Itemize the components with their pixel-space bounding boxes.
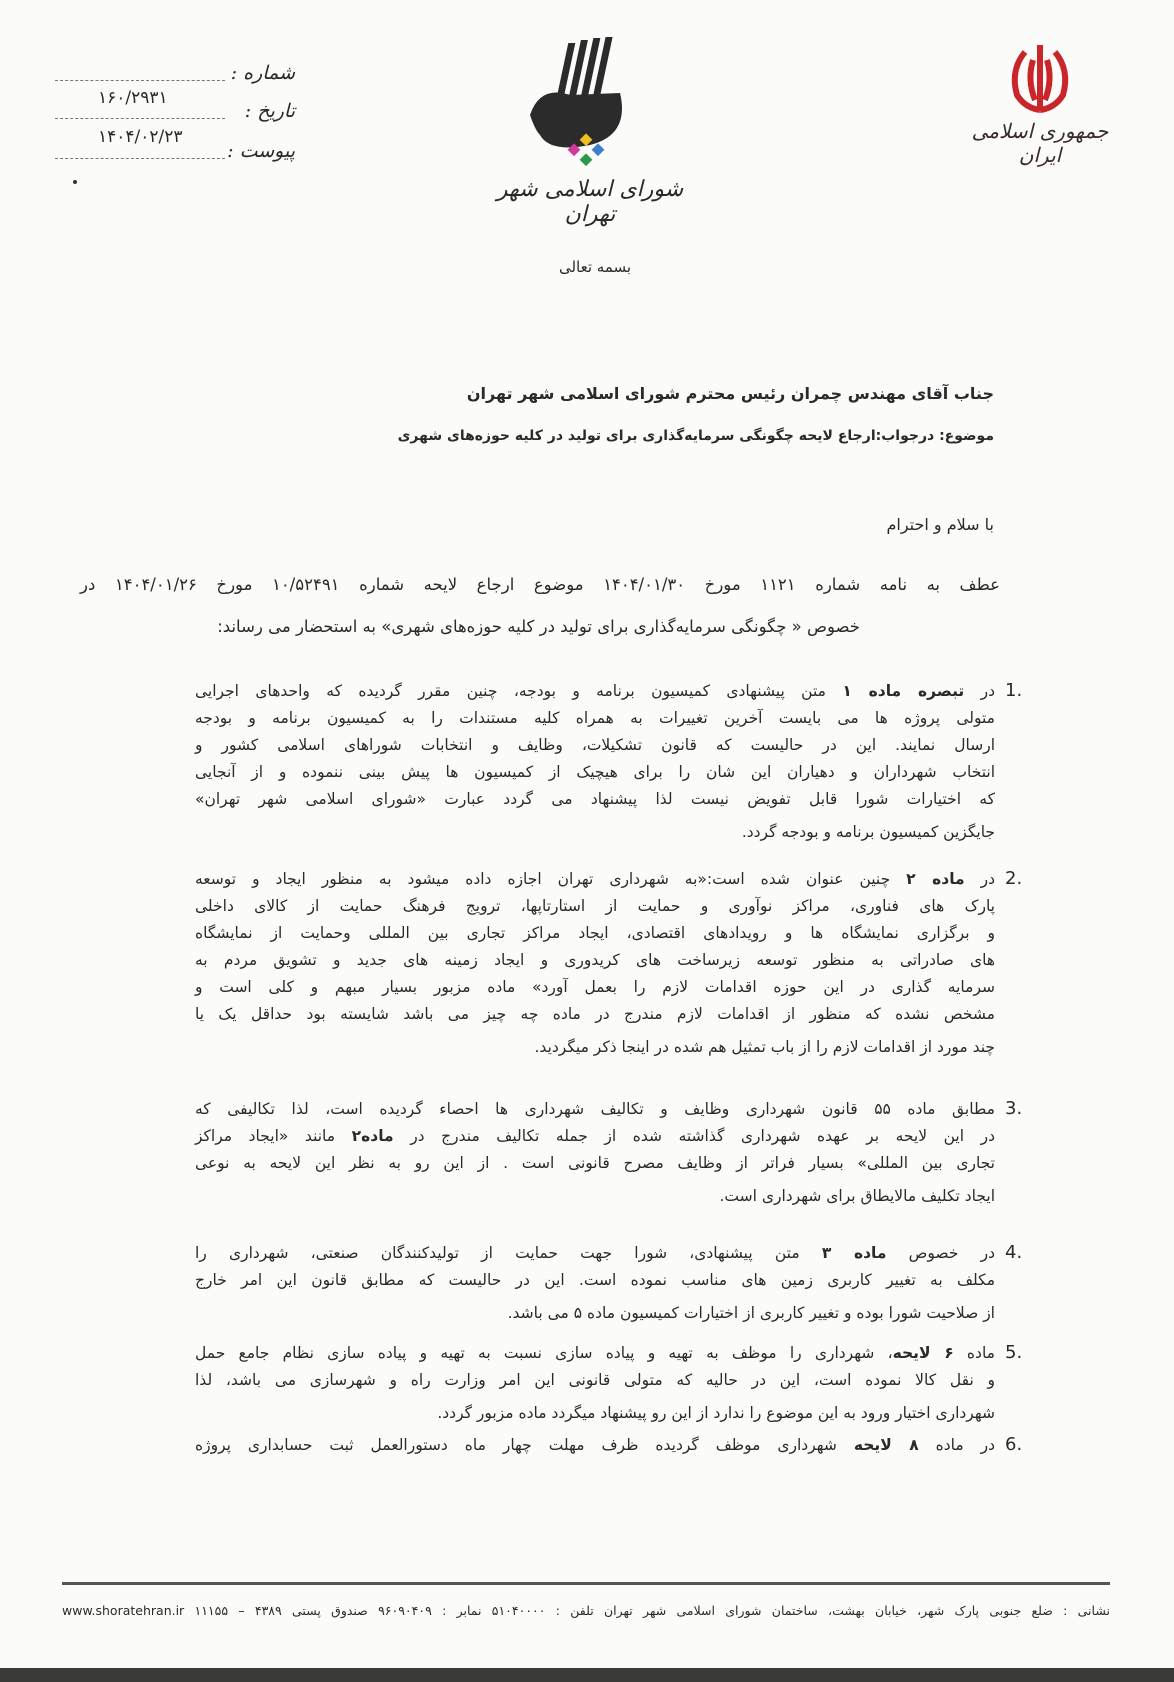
date-dotted-line: [55, 118, 225, 119]
list-item: [195, 1340, 995, 1432]
list-item-line: [195, 1294, 995, 1332]
iran-emblem: [955, 40, 1125, 167]
text-run: که اختیارات شورا قابل تفویض نیست لذا پیشنهاد می گردد عبارت «شورای اسلامی شهر تهران»: [195, 790, 995, 808]
list-item-line: [195, 947, 995, 974]
list-item-number: 5.: [1005, 1342, 1023, 1363]
list-item-line: [195, 1394, 995, 1432]
list-item-line: [195, 678, 995, 705]
list-item-line: [195, 1177, 995, 1215]
text-run: ارسال نمایند. این در حالیست که قانون تشکیلات، وظایف و انتخابات شوراهای اسلامی کشور و: [195, 736, 995, 754]
list-item-number: 6.: [1005, 1434, 1023, 1455]
list-item-line: [195, 1240, 995, 1267]
bold-reference: ۸ لایحه: [853, 1436, 919, 1454]
text-run: شهرداری اختیار ورود به این موضوع را ندارد از این رو پیشنهاد میگردد ماده مزبور گردد.: [437, 1404, 995, 1422]
text-run: در خصوص: [886, 1244, 996, 1262]
number-field: [55, 62, 295, 84]
intro-line: عطف به نامه شماره ۱۱۲۱ مورخ ۱۴۰۴/۰۱/۳۰ موضوع ارجاع لایحه شماره ۱۰/۵۲۴۹۱ مورخ ۱۴۰۴/۰۱/۲۶ در: [80, 575, 1000, 594]
list-item-number: 4.: [1005, 1242, 1023, 1263]
basmala: بسمه تعالی: [558, 258, 632, 276]
text-run: در ماده: [918, 1436, 995, 1454]
list-item-number: 3.: [1005, 1098, 1023, 1119]
list-item-line: [195, 1340, 995, 1367]
number-label: شماره :: [230, 62, 295, 84]
list-item-line: [195, 1123, 995, 1150]
text-run: چنین عنوان شده است:«به شهرداری تهران اجازه داده میشود به منظور ایجاد و توسعه: [195, 870, 907, 888]
text-run: پارک های فناوری، مراکز نوآوری و حمایت از استارتاپها، ترویج فرهنگ حمایت از کالای داخلی: [195, 897, 995, 915]
text-run: مطابق ماده ۵۵ قانون شهرداری وظایف و تکالیف شهرداری ها احصاء گردیده است، لذا تکالیفی که: [195, 1100, 995, 1118]
list-item-line: [195, 1096, 995, 1123]
list-item-line: [195, 1001, 995, 1028]
list-item: [195, 1240, 995, 1332]
text-run: در: [964, 682, 995, 700]
dot-mark: [73, 180, 77, 184]
list-item-number: 2.: [1005, 868, 1023, 889]
attachment-field: [55, 140, 295, 162]
list-item: [195, 1096, 995, 1215]
subject: موضوع: درجواب:ارجاع لایحه چگونگی سرمایه‌گذاری برای تولید در کلیه حوزه‌های شهری: [397, 428, 994, 444]
text-run: تجاری بین المللی» بسیار فراتر از وظایف مصرح قانونی است . از این رو به نظر این لایحه به نوعی: [195, 1154, 995, 1172]
bold-reference: تبصره ماده ۱: [842, 682, 965, 700]
list-item-line: [195, 893, 995, 920]
text-run: مانند «ایجاد مراکز: [195, 1127, 352, 1145]
list-item-line: [195, 1028, 995, 1066]
text-run: متن پیشنهادی کمیسیون برنامه و بودجه، چنین مقرر گردیده که واحدهای اجرایی: [195, 682, 843, 700]
council-logo-icon: [470, 35, 710, 175]
list-item-line: [195, 813, 995, 851]
text-run: در این لایحه بر عهده شهرداری گذاشته شده از جمله تکالیف مندرج در: [393, 1127, 995, 1145]
list-item-line: [195, 786, 995, 813]
emblem-text: جمهوری اسلامی ایران: [971, 119, 1109, 167]
text-run: متن پیشنهادی، شورا جهت حمایت از تولیدکنندگان صنعتی، شهرداری را: [195, 1244, 822, 1262]
bold-reference: ماده ۲: [906, 870, 965, 888]
text-run: شهرداری موظف گردیده ظرف مهلت چهار ماه دستورالعمل ثبت حسابداری پروژه: [195, 1436, 854, 1454]
text-run: ، شهرداری را موظف به تهیه و پیاده سازی نسبت به تهیه و پیاده سازی نظام جامع حمل: [195, 1344, 893, 1362]
list-item-line: [195, 759, 995, 786]
council-logo: [470, 35, 710, 227]
text-run: مشخص نشده که منظور از اقدامات لازم مندرج در ماده چه چیز می باشد شایسته بود حداقل یک یا: [195, 1005, 995, 1023]
text-run: چند مورد از اقدامات لازم را از باب تمثیل هم شده در اینجا ذکر میگردید.: [534, 1038, 995, 1056]
scan-edge: [0, 1668, 1174, 1682]
text-run: در: [964, 870, 995, 888]
date-value: ۱۴۰۴/۰۲/۲۳: [98, 127, 183, 147]
list-item-line: [195, 705, 995, 732]
list-item-line: [195, 1367, 995, 1394]
list-item-line: [195, 1267, 995, 1294]
date-field: [55, 100, 295, 122]
text-run: سرمایه گذاری در این حوزه اقدامات لازم را بعمل آورد» ماده مزبور بسیار مبهم و کلی است و: [195, 978, 995, 996]
text-run: و برگزاری نمایشگاه ها و رویدادهای اقتصادی، ایجاد مراکز تجاری بین المللی وحمایت از نمایشگاه: [195, 924, 995, 942]
list-item: [195, 1432, 995, 1459]
list-item: [195, 678, 995, 851]
list-item-number: 1.: [1005, 680, 1023, 701]
text-run: ایجاد تکلیف مالایطاق برای شهرداری است.: [719, 1187, 995, 1205]
text-run: انتخاب شهرداران و دهیاران این شان را برای هیچیک از کمیسیون ها پیش بینی ننموده و از آنجایی: [195, 763, 995, 781]
list-item-line: [195, 1432, 995, 1459]
text-run: از صلاحیت شورا بوده و تغییر کاربری از اختیارات کمیسیون ماده ۵ می باشد.: [507, 1304, 995, 1322]
iran-emblem-icon: [955, 40, 1125, 115]
attachment-dotted-line: [55, 158, 225, 159]
addressee: جناب آقای مهندس چمران رئیس محترم شورای اسلامی شهر تهران: [466, 384, 994, 403]
attachment-label: پیوست :: [227, 140, 295, 162]
greeting: با سلام و احترام: [886, 515, 994, 534]
list-item-line: [195, 732, 995, 759]
text-run: های صادراتی به منظور توسعه زیرساخت های کریدوری و ایجاد زمینه های جدید و تشویق مردم به: [195, 951, 995, 969]
date-label: تاریخ :: [244, 100, 295, 122]
text-run: متولی پروژه ها می بایست آخرین تغییرات به همراه کلیه مستندات را به کمیسیون برنامه و بودجه: [195, 709, 995, 727]
bold-reference: ۶ لایحه: [892, 1344, 954, 1362]
number-dotted-line: [55, 80, 225, 81]
list-item-line: [195, 920, 995, 947]
intro-paragraph: [80, 564, 1000, 648]
bold-reference: ماده ۳: [821, 1244, 887, 1262]
footer-address: نشانی : ضلع جنوبی پارک شهر، خیابان بهشت، ساختمان شورای اسلامی شهر تهران تلفن : ۵۱۰۴۰۰۰۰ نمابر : ۹۶۰۹۰۴۰۹ صندوق پستی ۴۳۸۹ – ۱۱۱۵۵ www.shoratehran.ir: [62, 1603, 1110, 1618]
list-item: [195, 866, 995, 1066]
number-value: ۱۶۰/۲۹۳۱: [98, 88, 168, 108]
list-item-line: [195, 866, 995, 893]
bold-reference: ماده۲: [351, 1127, 394, 1145]
footer-rule: [62, 1582, 1110, 1585]
text-run: مکلف به تغییر کاربری زمین های مناسب نموده است. این در حالیست که مطابق قانون این امر خارج: [195, 1271, 995, 1289]
text-run: جایگزین کمیسیون برنامه و بودجه گردد.: [741, 823, 995, 841]
intro-line: خصوص « چگونگی سرمایه‌گذاری برای تولید در کلیه حوزه‌های شهری» به استحضار می رساند:: [217, 617, 860, 636]
list-item-line: [195, 1150, 995, 1177]
council-logo-text: شورای اسلامی شهر تهران: [496, 177, 684, 227]
text-run: و نقل کالا نموده است، این در حالیه که متولی قانونی این امر وزارت راه و شهرسازی می باشد، لذا: [195, 1371, 995, 1389]
text-run: ماده: [953, 1344, 995, 1362]
list-item-line: [195, 974, 995, 1001]
